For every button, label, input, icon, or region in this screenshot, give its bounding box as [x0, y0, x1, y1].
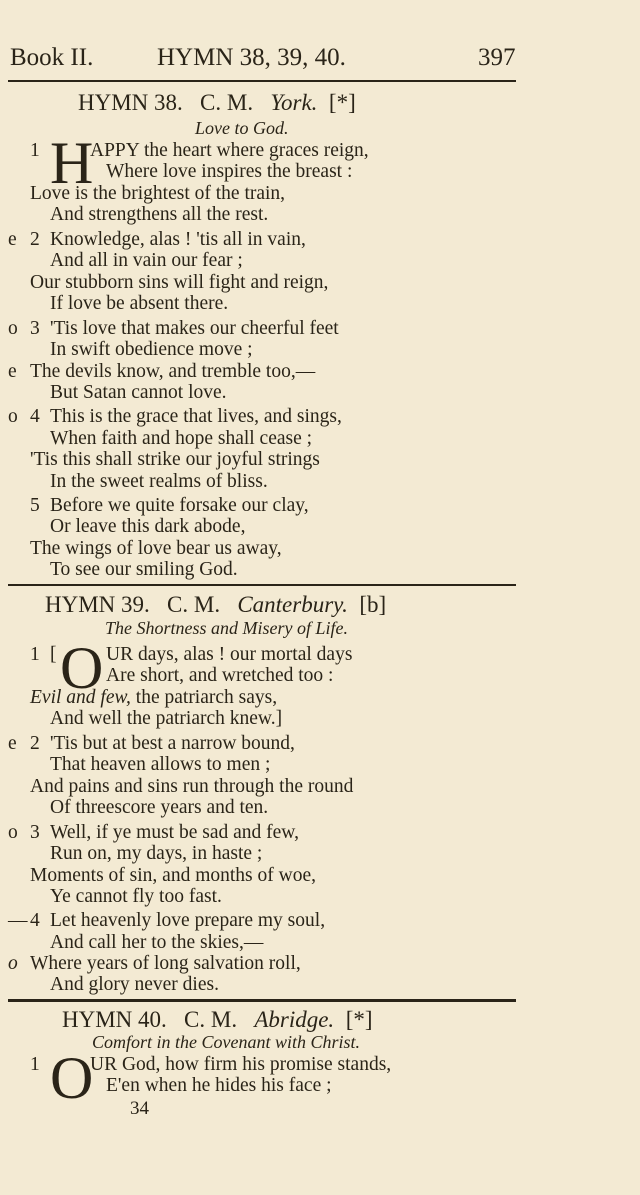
hymn-line: But Satan cannot love. [50, 382, 227, 403]
hymn-line-italic: Evil and few, [30, 687, 131, 708]
hymn-line: 'Tis love that makes our cheerful feet [50, 318, 339, 339]
hymn40-subtitle: Comfort in the Covenant with Christ. [92, 1032, 361, 1052]
hymn38-number: HYMN 38. [78, 90, 183, 115]
dynamic-mark: o [8, 406, 18, 427]
hymn-line: 'Tis but at best a narrow bound, [50, 733, 295, 754]
dynamic-mark: o [8, 318, 18, 339]
hymn-line: When faith and hope shall cease ; [50, 428, 313, 449]
hymn-separator-rule [8, 584, 516, 586]
hymn-line: And all in vain our fear ; [50, 250, 243, 271]
drop-cap: H [50, 130, 94, 196]
verse-number: 3 [30, 822, 40, 843]
hymn-line: Run on, my days, in haste ; [50, 843, 263, 864]
hymn39-tune: Canterbury. [237, 592, 348, 617]
hymn-line: Our stubborn sins will fight and reign, [30, 272, 329, 293]
hymn-line: Moments of sin, and months of woe, [30, 865, 316, 886]
dynamic-mark: o [8, 953, 18, 974]
hymn-line: Where love inspires the breast : [106, 161, 353, 182]
hymn38-heading [78, 90, 356, 116]
verse-number: 4 [30, 910, 40, 931]
drop-cap: O [60, 635, 104, 701]
hymn40-mark: [*] [345, 1007, 373, 1032]
hymn40-number: HYMN 40. [62, 1007, 167, 1032]
dynamic-mark: e [8, 733, 17, 754]
hymn39-subtitle: The Shortness and Misery of Life. [105, 618, 348, 638]
hymn-line: In swift obedience move ; [50, 339, 253, 360]
hymn39-mark: [b] [359, 592, 387, 617]
hymn-line: And strengthens all the rest. [50, 204, 269, 225]
hymn-line: APPY the heart where graces reign, [90, 140, 369, 161]
hymn-line: Are short, and wretched too : [106, 665, 334, 686]
verse-number: 3 [30, 318, 40, 339]
hymn-line: The wings of love bear us away, [30, 538, 282, 559]
verse-number: 4 [30, 406, 40, 427]
hymn-line-rest: the patriarch says, [130, 687, 278, 708]
hymn38-tune: York. [270, 90, 318, 115]
hymn-line: And well the patriarch knew.] [50, 708, 283, 729]
signature-mark: 34 [130, 1098, 149, 1119]
hymn-line: Where years of long salvation roll, [30, 953, 301, 974]
hymn-line: UR days, alas ! our mortal days [106, 644, 353, 665]
hymn-line: Love is the brightest of the train, [30, 183, 286, 204]
hymn-line: And call her to the skies,— [50, 932, 264, 953]
hymn-line: Ye cannot fly too fast. [50, 886, 222, 907]
running-head-hymns: HYMN 38, 39, 40. [157, 44, 346, 71]
dynamic-mark: — [8, 910, 28, 931]
hymn39-number: HYMN 39. [45, 592, 150, 617]
hymn38-mark: [*] [328, 90, 356, 115]
hymn-line: Let heavenly love prepare my soul, [50, 910, 326, 931]
hymn-line [30, 687, 277, 709]
running-head-book: Book II. [10, 44, 94, 71]
dynamic-mark: o [8, 822, 18, 843]
verse-number: 1 [30, 644, 40, 665]
hymn-line: Of threescore years and ten. [50, 797, 269, 818]
hymn40-meter: C. M. [184, 1007, 238, 1032]
drop-cap: O [50, 1045, 94, 1111]
hymn-line: The devils know, and tremble too,— [30, 361, 316, 382]
verse-number: 1 [30, 1054, 40, 1075]
hymn-line: E'en when he hides his face ; [106, 1075, 332, 1096]
hymn-line: In the sweet realms of bliss. [50, 471, 268, 492]
hymn39-heading [45, 592, 386, 618]
verse-number: 2 [30, 733, 40, 754]
hymn39-meter: C. M. [167, 592, 221, 617]
dynamic-mark: e [8, 361, 17, 382]
hymn-line: And pains and sins run through the round [30, 776, 354, 797]
hymn40-tune: Abridge. [254, 1007, 335, 1032]
hymn-line: Before we quite forsake our clay, [50, 495, 309, 516]
opening-bracket: [ [50, 644, 57, 665]
hymn-separator-rule [8, 999, 516, 1002]
hymn38-subtitle: Love to God. [195, 118, 289, 138]
hymn-line: This is the grace that lives, and sings, [50, 406, 342, 427]
hymn-line: UR God, how firm his promise stands, [90, 1054, 392, 1075]
dynamic-mark: e [8, 229, 17, 250]
hymn-line: Knowledge, alas ! 'tis all in vain, [50, 229, 306, 250]
verse-number: 1 [30, 140, 40, 161]
hymn-line: 'Tis this shall strike our joyful strings [30, 449, 320, 470]
hymn40-heading [62, 1007, 373, 1033]
header-rule [8, 80, 516, 82]
hymn-line: To see our smiling God. [50, 559, 238, 580]
verse-number: 5 [30, 495, 40, 516]
hymn-line: That heaven allows to men ; [50, 754, 271, 775]
hymn-line: And glory never dies. [50, 974, 219, 995]
hymn-line: Well, if ye must be sad and few, [50, 822, 299, 843]
page-number: 397 [478, 44, 516, 71]
hymn-line: If love be absent there. [50, 293, 229, 314]
hymn38-meter: C. M. [200, 90, 254, 115]
verse-number: 2 [30, 229, 40, 250]
hymn-line: Or leave this dark abode, [50, 516, 246, 537]
